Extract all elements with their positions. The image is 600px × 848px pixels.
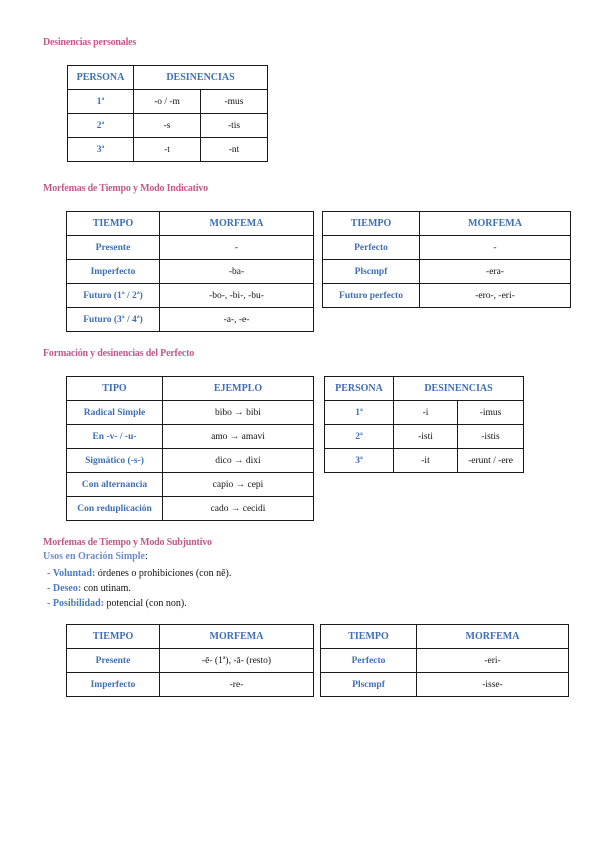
section-title-desinencias: Desinencias personales <box>43 37 137 48</box>
header-desinencias: DESINENCIAS <box>394 377 524 401</box>
cell-value: -isti <box>394 425 458 449</box>
cell-value: - <box>160 236 314 260</box>
use-key: Deseo <box>52 583 78 594</box>
table-row <box>325 425 524 449</box>
header-tiempo: TIEMPO <box>67 625 160 649</box>
cell-value: - <box>420 236 571 260</box>
subtitle-usos: Usos en Oración Simple: <box>43 551 148 562</box>
header-morfema: MORFEMA <box>160 625 314 649</box>
table-row <box>325 401 524 425</box>
table-row <box>68 114 268 138</box>
cell-label: Imperfecto <box>67 673 160 697</box>
cell-value: amo → amavi <box>163 425 314 449</box>
cell-label: Plscmpf <box>321 673 417 697</box>
cell-label: 1ª <box>325 401 394 425</box>
cell-value: dico → dixi <box>163 449 314 473</box>
cell-label: 1ª <box>68 90 134 114</box>
cell-value: -isse- <box>417 673 569 697</box>
cell-label: Perfecto <box>323 236 420 260</box>
table-indicativo-2 <box>322 211 571 308</box>
header-tiempo: TIEMPO <box>67 212 160 236</box>
header-persona: PERSONA <box>325 377 394 401</box>
table-row <box>323 260 571 284</box>
cell-label: Imperfecto <box>67 260 160 284</box>
table-row <box>67 649 314 673</box>
table-row <box>67 673 314 697</box>
cell-value: -a-, -e- <box>160 308 314 332</box>
cell-value: -i <box>394 401 458 425</box>
header-tiempo: TIEMPO <box>321 625 417 649</box>
cell-value: -ē- (1ª), -ā- (resto) <box>160 649 314 673</box>
cell-label: 3ª <box>325 449 394 473</box>
cell-value: -imus <box>458 401 524 425</box>
header-tipo: TIPO <box>67 377 163 401</box>
use-text: órdenes o prohibiciones (con nē). <box>97 568 232 579</box>
cell-value: -ero-, -eri- <box>420 284 571 308</box>
cell-label: Futuro (1ª / 2ª) <box>67 284 160 308</box>
table-row <box>67 284 314 308</box>
cell-value: -bo-, -bi-, -bu- <box>160 284 314 308</box>
cell-label: Perfecto <box>321 649 417 673</box>
use-text: con utinam. <box>83 583 131 594</box>
cell-value: -re- <box>160 673 314 697</box>
header-tiempo: TIEMPO <box>323 212 420 236</box>
table-subjuntivo-1 <box>66 624 314 697</box>
table-row <box>67 401 314 425</box>
cell-label: 2ª <box>325 425 394 449</box>
table-row <box>325 449 524 473</box>
cell-label: 2ª <box>68 114 134 138</box>
table-row <box>67 449 314 473</box>
use-key: Voluntad <box>52 568 92 579</box>
section-title-perfecto: Formación y desinencias del Perfecto <box>43 348 195 359</box>
list-item: - Voluntad: órdenes o prohibiciones (con nē). <box>47 568 232 579</box>
table-row <box>321 649 569 673</box>
header-morfema: MORFEMA <box>160 212 314 236</box>
cell-value: -era- <box>420 260 571 284</box>
cell-label: Radical Simple <box>67 401 163 425</box>
table-row <box>68 90 268 114</box>
table-row <box>323 284 571 308</box>
table-row <box>67 260 314 284</box>
cell-label: Futuro (3ª / 4ª) <box>67 308 160 332</box>
header-morfema: MORFEMA <box>417 625 569 649</box>
table-row <box>321 673 569 697</box>
cell-value: -eri- <box>417 649 569 673</box>
cell-label: Con reduplicación <box>67 497 163 521</box>
list-item: - Deseo: con utinam. <box>47 583 131 594</box>
table-desinencias-perfecto <box>324 376 524 473</box>
cell-label: Presente <box>67 236 160 260</box>
table-row <box>323 236 571 260</box>
table-row <box>67 236 314 260</box>
table-row <box>67 497 314 521</box>
cell-value: -ba- <box>160 260 314 284</box>
table-desinencias-personales <box>67 65 268 162</box>
table-row <box>68 138 268 162</box>
subtitle-usos-text: Usos en Oración Simple <box>43 551 145 562</box>
cell-label: Plscmpf <box>323 260 420 284</box>
cell-label: Sigmático (-s-) <box>67 449 163 473</box>
table-row <box>67 473 314 497</box>
section-title-indicativo: Morfemas de Tiempo y Modo Indicativo <box>43 183 208 194</box>
cell-value: -erunt / -ere <box>458 449 524 473</box>
cell-value: -nt <box>201 138 268 162</box>
cell-label: Futuro perfecto <box>323 284 420 308</box>
cell-value: -o / -m <box>134 90 201 114</box>
header-morfema: MORFEMA <box>420 212 571 236</box>
usos-list <box>47 566 231 611</box>
use-key: Posibilidad <box>52 598 101 609</box>
header-ejemplo: EJEMPLO <box>163 377 314 401</box>
cell-value: -mus <box>201 90 268 114</box>
cell-label: En -v- / -u- <box>67 425 163 449</box>
cell-value: bibo → bibi <box>163 401 314 425</box>
cell-value: -s <box>134 114 201 138</box>
table-indicativo-1 <box>66 211 314 332</box>
cell-value: capio → cepi <box>163 473 314 497</box>
cell-label: 3ª <box>68 138 134 162</box>
header-persona: PERSONA <box>68 66 134 90</box>
cell-value: -it <box>394 449 458 473</box>
header-desinencias: DESINENCIAS <box>134 66 268 90</box>
use-text: potencial (con non). <box>106 598 187 609</box>
cell-value: -tis <box>201 114 268 138</box>
cell-value: cado → cecidi <box>163 497 314 521</box>
list-item: - Posibilidad: potencial (con non). <box>47 598 187 609</box>
cell-value: -t <box>134 138 201 162</box>
table-row <box>67 425 314 449</box>
section-title-subjuntivo: Morfemas de Tiempo y Modo Subjuntivo <box>43 537 212 548</box>
table-subjuntivo-2 <box>320 624 569 697</box>
table-formacion-perfecto <box>66 376 314 521</box>
cell-label: Con alternancia <box>67 473 163 497</box>
table-row <box>67 308 314 332</box>
cell-label: Presente <box>67 649 160 673</box>
cell-value: -istis <box>458 425 524 449</box>
